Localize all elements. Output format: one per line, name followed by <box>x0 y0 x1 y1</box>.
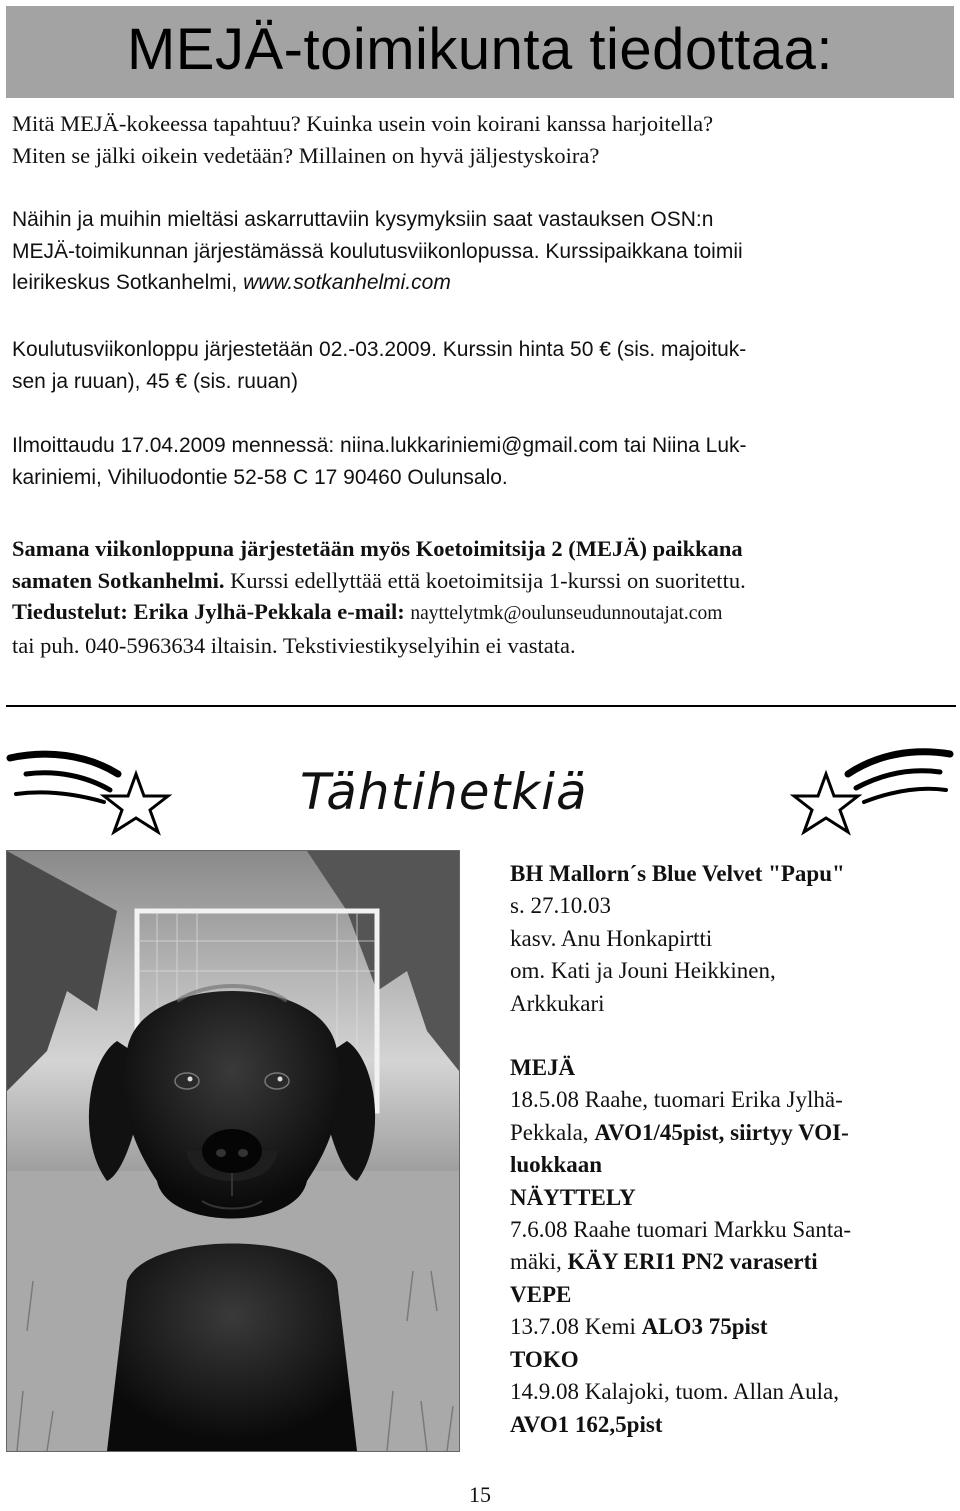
intro-line-1: Mitä MEJÄ-kokeessa tapahtuu? Kuinka usein voin koirani kanssa harjoitella? <box>12 111 714 136</box>
date-price-line-1: Koulutusviikonloppu järjestetään 02.-03.2009. Kurssin hinta 50 € (sis. majoituk- <box>12 338 747 361</box>
show-result-award: KÄY ERI1 PN2 varaserti <box>567 1249 818 1275</box>
toko-result-line-1: 14.9.08 Kalajoki, tuom. Allan Aula, <box>510 1379 839 1405</box>
coordinator-line-2-bold: samaten Sotkanhelmi. <box>12 567 225 593</box>
shooting-star-left-icon <box>6 744 176 836</box>
dog-photo <box>6 850 460 1452</box>
page-number: 15 <box>469 1482 491 1507</box>
inquiries-email[interactable]: nayttelytmk@oulunseudunnoutajat.com <box>410 603 723 624</box>
coordinator-line-2-text: Kurssi edellyttää että koetoimitsija 1-kurssi on suoritettu. <box>224 567 746 593</box>
section-title: Tähtihetkiä <box>300 763 588 821</box>
course-line-1: Näihin ja muihin mieltäsi askarruttaviin kysymyksiin saat vastauksen OSN:n <box>12 208 714 231</box>
toko-heading: TOKO <box>510 1346 579 1372</box>
date-price-paragraph <box>12 334 948 397</box>
dog-breeder: kasv. Anu Honkapirtti <box>510 925 713 951</box>
meja-result-line-3: luokkaan <box>510 1152 603 1178</box>
show-result-line-3: VEPE <box>510 1281 572 1307</box>
meja-result-line-2-text: Pekkala, <box>510 1119 595 1145</box>
page-title: MEJÄ-toimikunta tiedottaa: <box>126 17 834 82</box>
meja-result-line-2 <box>510 1117 950 1149</box>
spacer <box>510 1020 950 1052</box>
website-link[interactable]: www.sotkanhelmi.com <box>243 271 451 294</box>
shooting-star-right-icon <box>790 744 954 836</box>
registration-line-2: kariniemi, Vihiluodontie 52-58 C 17 90460 Oulunsalo. <box>12 465 508 489</box>
dog-info <box>510 858 950 1441</box>
show-result-line-2 <box>510 1246 950 1278</box>
show-result-line-2-text: mäki, <box>510 1249 568 1275</box>
dog-owner-line-2: Arkkukari <box>510 990 605 1016</box>
show-result-line-1: 7.6.08 Raahe tuomari Markku Santa- <box>510 1217 852 1243</box>
show-heading: NÄYTTELY <box>510 1184 636 1210</box>
coordinator-paragraph <box>12 533 948 661</box>
alo-result-line <box>510 1311 950 1343</box>
coordinator-line-3 <box>12 596 948 630</box>
dog-owner-line-1: om. Kati ja Jouni Heikkinen, <box>510 958 776 984</box>
title-banner <box>6 6 954 98</box>
alo-result-score: ALO3 75pist <box>641 1314 768 1340</box>
registration-line-1: Ilmoittaudu 17.04.2009 mennessä: niina.lukkariniemi@gmail.com tai Niina Luk- <box>12 434 747 457</box>
intro-line-2: Miten se jälki oikein vedetään? Millainen on hyvä jäljestyskoira? <box>12 142 600 168</box>
meja-heading: MEJÄ <box>510 1055 576 1081</box>
meja-result-line-1: 18.5.08 Raahe, tuomari Erika Jylhä- <box>510 1087 843 1113</box>
course-paragraph <box>12 204 948 299</box>
toko-result-line-2: AVO1 162,5pist <box>510 1411 663 1437</box>
course-line-3 <box>12 267 948 299</box>
section-divider <box>6 705 956 707</box>
alo-result-text: 13.7.08 Kemi <box>510 1314 642 1340</box>
coordinator-line-2 <box>12 565 948 597</box>
dog-birthdate: s. 27.10.03 <box>510 893 611 919</box>
inquiries-label: Tiedustelut: Erika Jylhä-Pekkala e-mail: <box>12 599 411 624</box>
intro-paragraph <box>12 108 948 171</box>
meja-result-score: AVO1/45pist, siirtyy VOI- <box>594 1119 849 1145</box>
registration-paragraph <box>12 430 948 493</box>
coordinator-line-1: Samana viikonloppuna järjestetään myös Koetoimitsija 2 (MEJÄ) paikkana <box>12 536 743 561</box>
date-price-line-2: sen ja ruuan), 45 € (sis. ruuan) <box>12 369 298 393</box>
dog-name: BH Mallorn´s Blue Velvet "Papu" <box>510 861 845 886</box>
course-line-2: MEJÄ-toimikunnan järjestämässä koulutusviikonlopussa. Kurssipaikkana toimii <box>12 239 743 263</box>
coordinator-line-4: tai puh. 040-5963634 iltaisin. Tekstiviestikyselyihin ei vastata. <box>12 632 576 658</box>
course-line-3-text: leirikeskus Sotkanhelmi, <box>12 271 244 294</box>
